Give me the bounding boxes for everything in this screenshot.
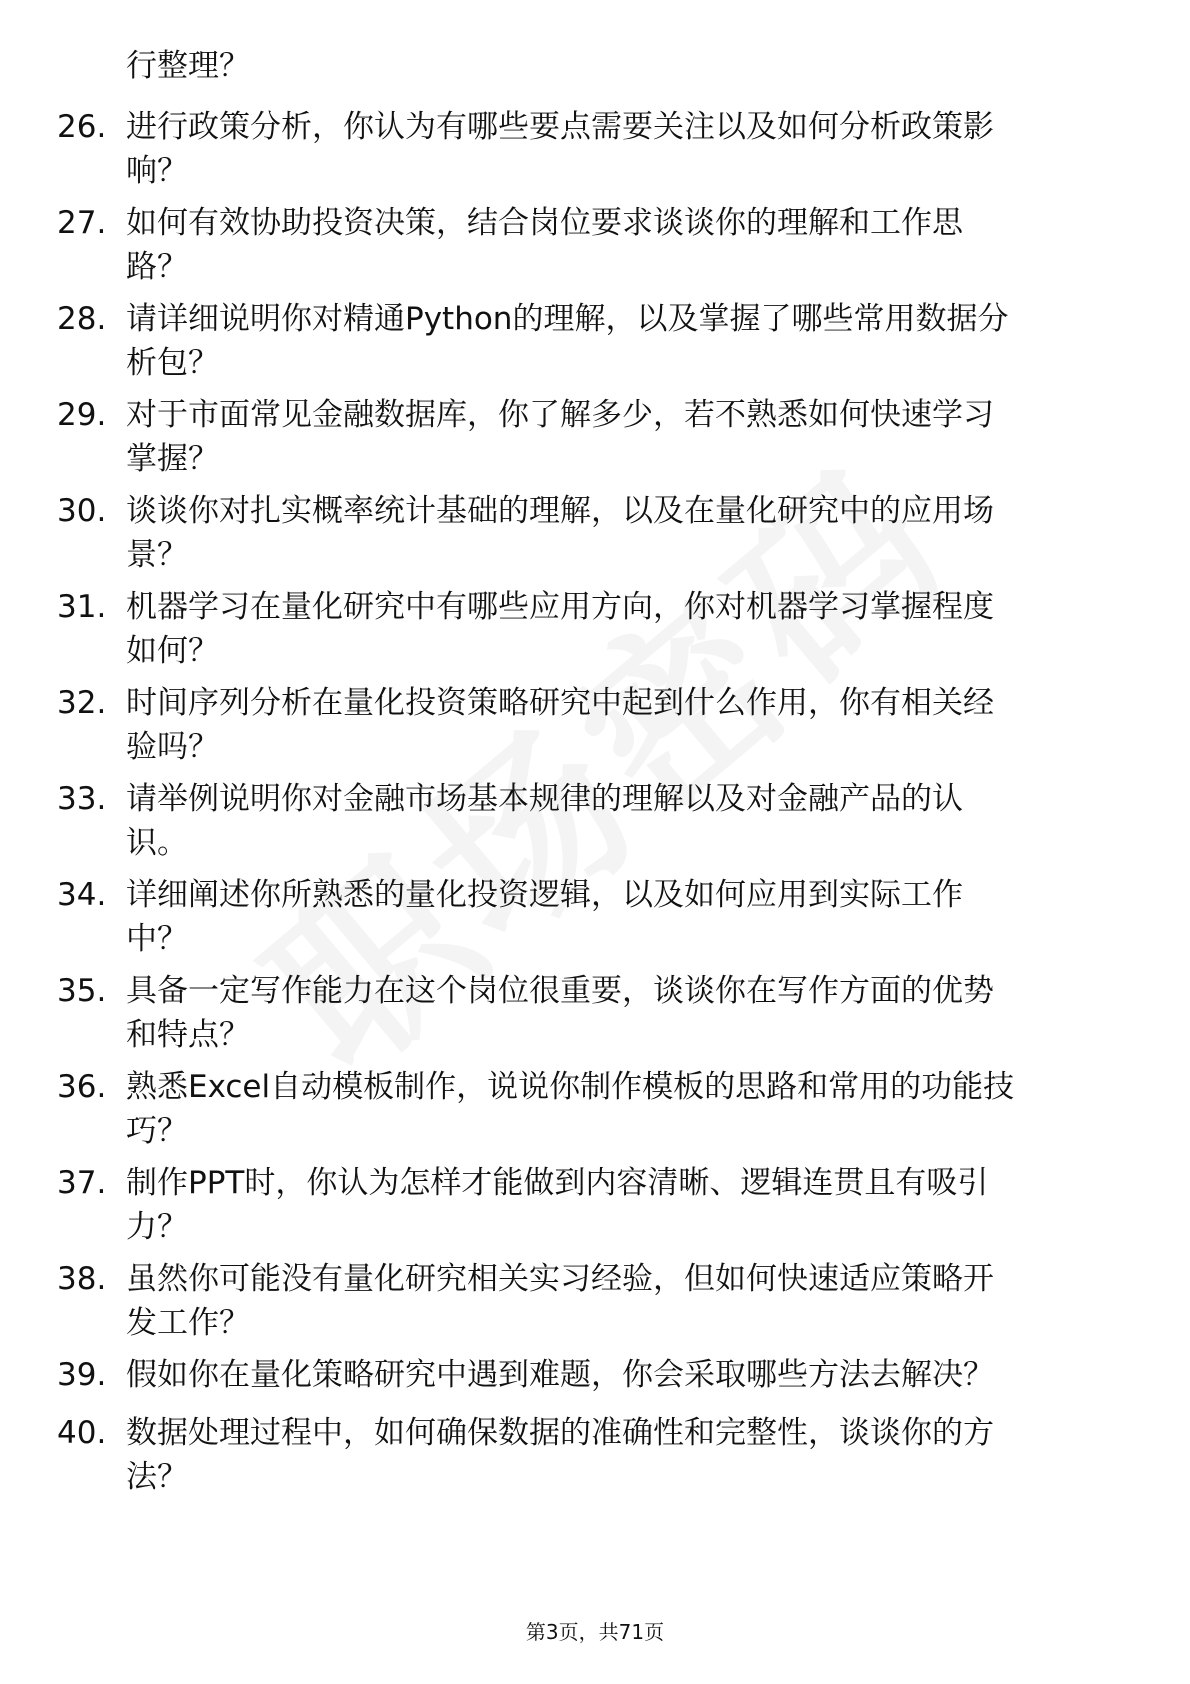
question-text-line: 谈谈你对扎实概率统计基础的理解，以及在量化研究中的应用场 xyxy=(126,493,994,529)
question-text-line: 力？ xyxy=(126,1209,188,1245)
question-text-line: 掌握？ xyxy=(126,441,219,477)
question-text xyxy=(126,297,1116,385)
question-text-line: 识。 xyxy=(126,825,188,861)
question-number: 30. xyxy=(57,493,107,529)
question-text xyxy=(126,1411,1116,1499)
question-text-line: 进行政策分析，你认为有哪些要点需要关注以及如何分析政策影 xyxy=(126,109,994,145)
question-number: 27. xyxy=(57,205,107,241)
question-text-line: 虽然你可能没有量化研究相关实习经验，但如何快速适应策略开 xyxy=(126,1261,994,1297)
question-text xyxy=(126,489,1116,577)
question-text-line: 行整理？ xyxy=(126,48,250,84)
question-number: 29. xyxy=(57,397,107,433)
question-text xyxy=(126,393,1116,481)
question-text xyxy=(126,777,1116,865)
question-text xyxy=(126,681,1116,769)
question-text-line: 和特点？ xyxy=(126,1017,250,1053)
question-number: 33. xyxy=(57,781,107,817)
question-text-line: 请举例说明你对金融市场基本规律的理解以及对金融产品的认 xyxy=(126,781,963,817)
question-text-line: 景？ xyxy=(126,537,188,573)
question-number: 26. xyxy=(57,109,107,145)
question-number: 38. xyxy=(57,1261,107,1297)
question-text-line: 如何有效协助投资决策，结合岗位要求谈谈你的理解和工作思 xyxy=(126,205,963,241)
question-text xyxy=(126,969,1116,1057)
question-text-line: 法？ xyxy=(126,1459,188,1495)
question-text xyxy=(126,105,1116,193)
question-text-line: 详细阐述你所熟悉的量化投资逻辑，以及如何应用到实际工作 xyxy=(126,877,963,913)
page-footer: 第3页，共71页 xyxy=(525,1620,665,1644)
question-number: 35. xyxy=(57,973,107,1009)
question-text-line: 假如你在量化策略研究中遇到难题，你会采取哪些方法去解决？ xyxy=(126,1357,994,1393)
question-text xyxy=(126,1065,1116,1153)
question-text xyxy=(126,1257,1116,1345)
question-text-line: 响？ xyxy=(126,153,188,189)
question-number: 31. xyxy=(57,589,107,625)
question-number: 28. xyxy=(57,301,107,337)
question-text-line: 具备一定写作能力在这个岗位很重要，谈谈你在写作方面的优势 xyxy=(126,973,994,1009)
question-number: 40. xyxy=(57,1415,107,1451)
question-text-line: 验吗？ xyxy=(126,729,219,765)
question-text xyxy=(126,44,1116,88)
question-text-line: 析包？ xyxy=(126,345,219,381)
question-text-line: 如何？ xyxy=(126,633,219,669)
question-number: 32. xyxy=(57,685,107,721)
question-text-line: 中？ xyxy=(126,921,188,957)
question-number: 39. xyxy=(57,1357,107,1393)
question-text-line: 巧？ xyxy=(126,1113,188,1149)
question-number: 37. xyxy=(57,1165,107,1201)
question-text-line: 制作PPT时，你认为怎样才能做到内容清晰、逻辑连贯且有吸引 xyxy=(126,1165,989,1201)
question-text-line: 发工作？ xyxy=(126,1305,250,1341)
question-text xyxy=(126,873,1116,961)
question-text xyxy=(126,201,1116,289)
question-text-line: 机器学习在量化研究中有哪些应用方向，你对机器学习掌握程度 xyxy=(126,589,994,625)
question-text-line: 数据处理过程中，如何确保数据的准确性和完整性，谈谈你的方 xyxy=(126,1415,994,1451)
question-text-line: 对于市面常见金融数据库，你了解多少，若不熟悉如何快速学习 xyxy=(126,397,994,433)
question-text xyxy=(126,1161,1116,1249)
question-text-line: 熟悉Excel自动模板制作，说说你制作模板的思路和常用的功能技 xyxy=(126,1069,1015,1105)
question-number: 34. xyxy=(57,877,107,913)
question-text xyxy=(126,585,1116,673)
question-text-line: 请详细说明你对精通Python的理解，以及掌握了哪些常用数据分 xyxy=(126,301,1009,337)
question-text xyxy=(126,1353,1116,1397)
question-text-line: 路？ xyxy=(126,249,188,285)
question-number: 36. xyxy=(57,1069,107,1105)
question-text-line: 时间序列分析在量化投资策略研究中起到什么作用，你有相关经 xyxy=(126,685,994,721)
